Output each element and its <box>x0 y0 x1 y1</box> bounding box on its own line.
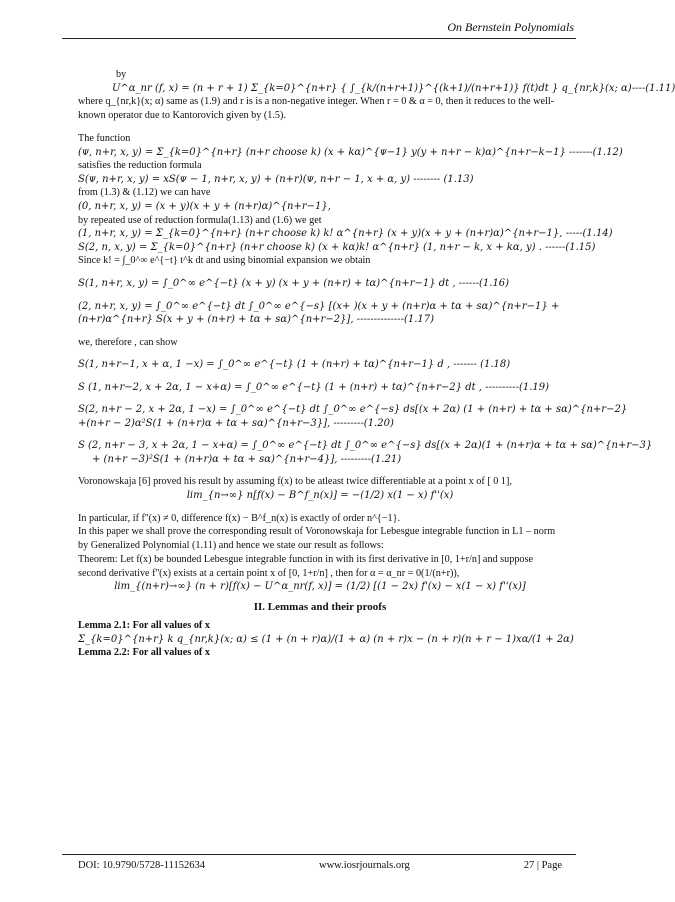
lemma-2-1-heading: Lemma 2.1: For all values of x <box>78 619 210 631</box>
text-by: by <box>116 69 127 80</box>
page-body <box>78 68 675 660</box>
equation-theorem: lim_{(n+r)→∞} (n + r)[f(x) − U^α_nr(f, x)] = (1/2) [(1 − 2x) f'(x) − x(1 − x) f''(x)] <box>114 581 526 593</box>
text-therefore: we, therefore , can show <box>78 336 178 348</box>
equation-1-17a: (2, n+r, x, y) = ∫_0^∞ e^{−t} dt ∫_0^∞ e^{−s} [(x+ )(x + y + (n+r)α + tα + sα)^{n+r−1} + <box>78 300 560 312</box>
equation-1-18: S(1, n+r−1, x + α, 1 −x) = ∫_0^∞ e^{−t} (1 + (n+r) + tα)^{n+r−1} d , ------- (1.18) <box>78 359 511 371</box>
equation-voronowskaja: lim_{n→∞} n[f(x) − B^f_n(x)] = −(1/2) x(1 − x) f''(x) <box>186 490 454 502</box>
text-since: Since k! = ∫_0^∞ e^{−t} t^k dt and using binomial expansion we obtain <box>78 255 371 267</box>
footer-rule <box>62 854 576 855</box>
running-header: On Bernstein Polynomials <box>447 20 574 34</box>
equation-1-13: S(ᴪ, n+r, x, y) = xS(ᴪ − 1, n+r, x, y) + (n+r)(ᴪ, n+r − 1, x + α, y) -------- (1.13) <box>78 173 474 185</box>
equation-1-14: (1, n+r, x, y) = Σ_{k=0}^{n+r} (n+r choose k) k! α^{n+r} (x + y)(x + y + (n+r)α)^{n+r−1}, -----(1.14) <box>78 228 613 240</box>
equation-1-21a: S (2, n+r − 3, x + 2α, 1 − x+α) = ∫_0^∞ e^{−t} dt ∫_0^∞ e^{−s} ds[(x + 2α)(1 + (n+r)α + tα + sα)^{n+r−3} <box>78 440 653 452</box>
text-satisfies: satisfies the reduction formula <box>78 160 202 172</box>
text-voronowskaja: Voronowskaja [6] proved his result by assuming f(x) to be atleast twice differentiable at a point x of [ 0 1], <box>78 476 512 488</box>
footer-doi: DOI: 10.9790/5728-11152634 <box>78 860 205 871</box>
section-heading: II. Lemmas and their proofs <box>253 600 387 613</box>
text-this-paper: In this paper we shall prove the corresponding result of Voronowskaja for Lebesgue integrable function in L1 – norm by Generalized Polynomial (1.11) and hence we state our result as follows: <box>78 526 556 552</box>
text-repeated: by repeated use of reduction formula(1.13) and (1.6) we get <box>78 214 322 226</box>
header-rule <box>62 38 576 39</box>
text-theorem: Theorem: Let f(x) be bounded Lebesgue integrable function in with its first derivative in [0, 1+r/n] and suppose second derivative f''(x) exists at a certain point x of [0, 1+r/n] , then for α = α_nr = 0(1/(n+r)), <box>78 553 534 579</box>
equation-1-19: S (1, n+r−2, x + 2α, 1 − x+α) = ∫_0^∞ e^{−t} (1 + (n+r) + tα)^{n+r−2} dt , ----------(1.19) <box>78 381 550 393</box>
equation-1-21b: + (n+r −3)²S(1 + (n+r)α + tα + sα)^{n+r−4}], ---------(1.21) <box>92 453 402 465</box>
lemma-2-2-heading: Lemma 2.2: For all values of x <box>78 647 210 659</box>
equation-1-20b: +(n+r − 2)α²S(1 + (n+r)α + tα + sα)^{n+r−3}], ---------(1.20) <box>78 417 394 429</box>
equation-1-11: U^α_nr (f, x) = (n + r + 1) Σ_{k=0}^{n+r} { ∫_{k/(n+r+1)}^{(k+1)/(n+r+1)} f(t)dt } q_{nr,k}(x; α)----(1.11) <box>112 82 675 94</box>
text-where: where q_{nr,k}(x; α) same as (1.9) and r is is a non-negative integer. When r = 0 & α = 0, then it reduces to the well-known operator due to Kantorovich given by (1.5). <box>78 96 555 122</box>
footer-site: www.iosrjournals.org <box>319 860 410 871</box>
equation-1-17b: (n+r)α^{n+r} S(x + y + (n+r) + tα + sα)^{n+r−2}], --------------(1.17) <box>78 314 435 326</box>
equation-1-15: S(2, n, x, y) = Σ_{k=0}^{n+r} (n+r choose k) (x + kα)k! α^{n+r} (1, n+r − k, x + kα, y) . ------(1.15) <box>78 241 596 253</box>
text-function-intro: The function <box>78 132 131 144</box>
equation-1-20a: S(2, n+r − 2, x + 2α, 1 −x) = ∫_0^∞ e^{−t} dt ∫_0^∞ e^{−s} ds[(x + 2α) (1 + (n+r) + tα + sα)^{n+r−2} <box>78 404 628 416</box>
equation-1-16: S(1, n+r, x, y) = ∫_0^∞ e^{−t} (x + y) (x + y + (n+r) + tα)^{n+r−1} dt , ------(1.16) <box>78 278 510 290</box>
equation-1-12: (ᴪ, n+r, x, y) = Σ_{k=0}^{n+r} (n+r choose k) (x + kα)^{ᴪ−1} y(y + n+r − k)α)^{n+r−k−1} -------(1.12) <box>78 146 623 158</box>
text-in-particular: In particular, if f''(x) ≠ 0, difference f(x) − B^f_n(x) is exactly of order n^{−1}. <box>78 512 401 524</box>
footer-page-number: 27 | Page <box>523 860 562 871</box>
equation-zero: (0, n+r, x, y) = (x + y)(x + y + (n+r)α)^{n+r−1}, <box>78 201 331 213</box>
text-from: from (1.3) & (1.12) we can have <box>78 187 211 199</box>
page-footer <box>78 860 562 871</box>
equation-lemma-2-1: Σ_{k=0}^{n+r} k q_{nr,k}(x; α) ≤ (1 + (n + r)α)/(1 + α) (n + r)x − (n + r)(n + r − 1)xα/(1 + 2α) <box>78 633 574 645</box>
